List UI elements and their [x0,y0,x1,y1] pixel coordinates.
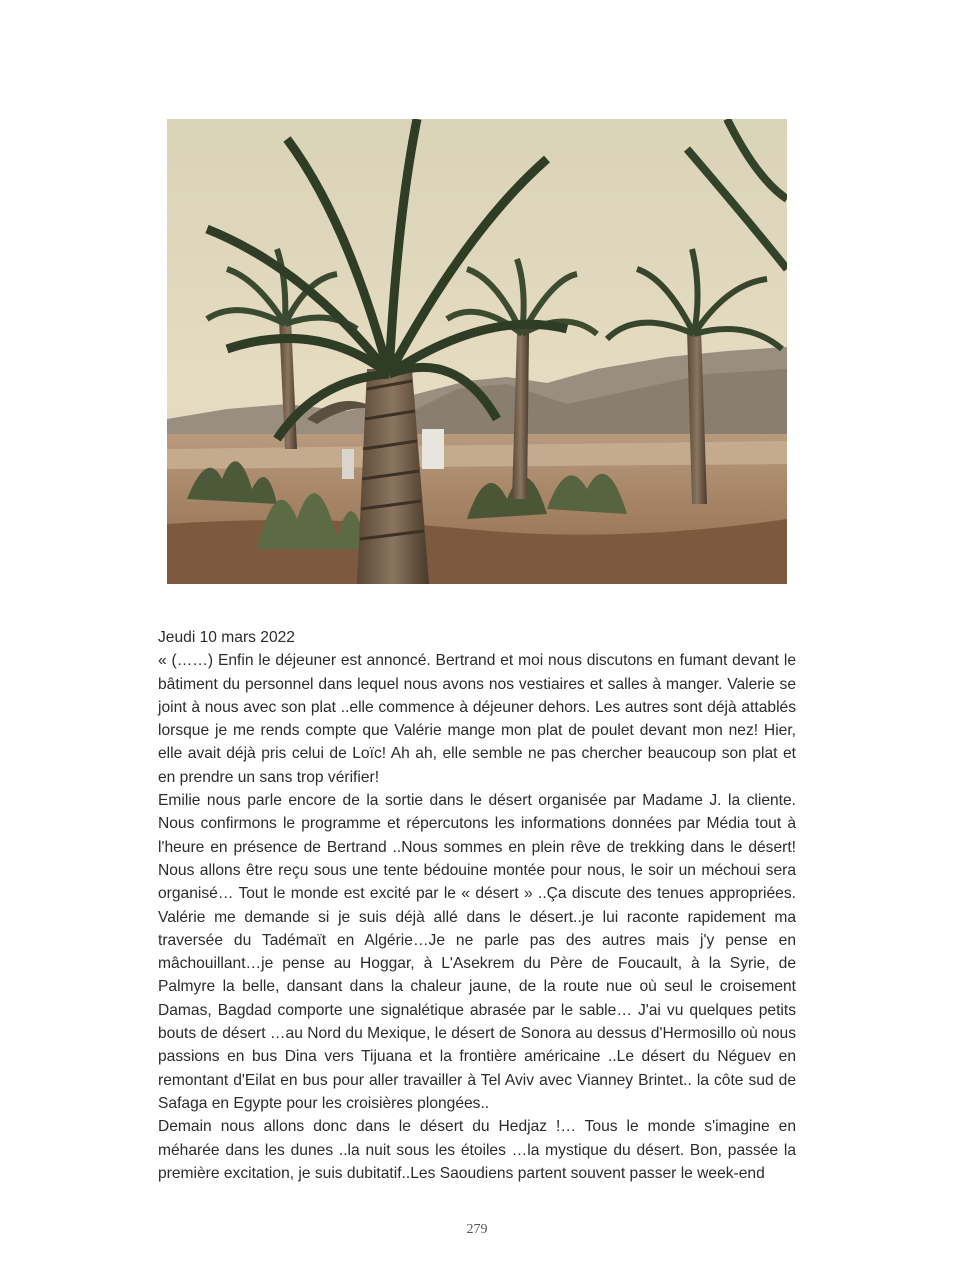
paragraph-2: Emilie nous parle encore de la sortie dans le désert organisée par Madame J. la cliente. Nous confirmons le programme et répercutons les informations données par Média tout à l'heure en présence de Bertrand ..Nous sommes en plein rêve de trekking dans le désert! Nous allons être reçu sous une tente bédouine montée pour nous, le soir un méchoui sera organisé… Tout le monde est excité par le « désert » ..Ça discute des tenues appropriées. Valérie me demande si je suis déjà allé dans le désert..je lui raconte rapidement ma traversée du Tadémaït en Algérie…Je ne parle pas des autres mais j'y pense en mâchouillant…je pense au Hoggar, à L'Asekrem du Père de Foucault, à la Syrie, de Palmyre la belle, dansant dans la chaleur jaune, de la route nue où seul le croisement Damas, Bagdad comporte une signalétique abrasée par le sable… J'ai vu quelques petits bouts de désert …au Nord du Mexique, le désert de Sonora au dessus d'Hermosillo où nous passions en bus Dina vers Tijuana et la frontière américaine ..Le désert du Néguev en remontant d'Eilat en bus pour aller travailler à Tel Aviv avec Vianney Brintet.. la côte sud de Safaga en Egypte pour les croisières plongées.. [158,792,796,1112]
palm-trees-desert-illustration [167,119,787,584]
entry-date: Jeudi 10 mars 2022 [158,629,295,646]
paragraph-1: « (……) Enfin le déjeuner est annoncé. Bertrand et moi nous discutons en fumant devant le bâtiment du personnel dans lequel nous avons nos vestiaires et salles à manger. Valerie se joint à nous avec son plat ..elle commence à déjeuner dehors. Les autres sont déjà attablés lorsque je me rends compte que Valérie mange mon plat de poulet devant mon nez! Hier, elle avait déjà pris celui de Loïc! Ah ah, elle semble ne pas chercher beaucoup son plat et en prendre un sans trop vérifier! [158,652,796,786]
page-number: 279 [466,1222,488,1237]
body-text [158,626,796,1185]
paragraph-3: Demain nous allons donc dans le désert du Hedjaz !… Tous le monde s'imagine en méharée dans les dunes ..la nuit sous les étoiles …la mystique du désert. Bon, passée la première excitation, je suis dubitatif..Les Saoudiens partent souvent passer le week-end [158,1118,796,1182]
palm-trees-photo [167,119,787,584]
